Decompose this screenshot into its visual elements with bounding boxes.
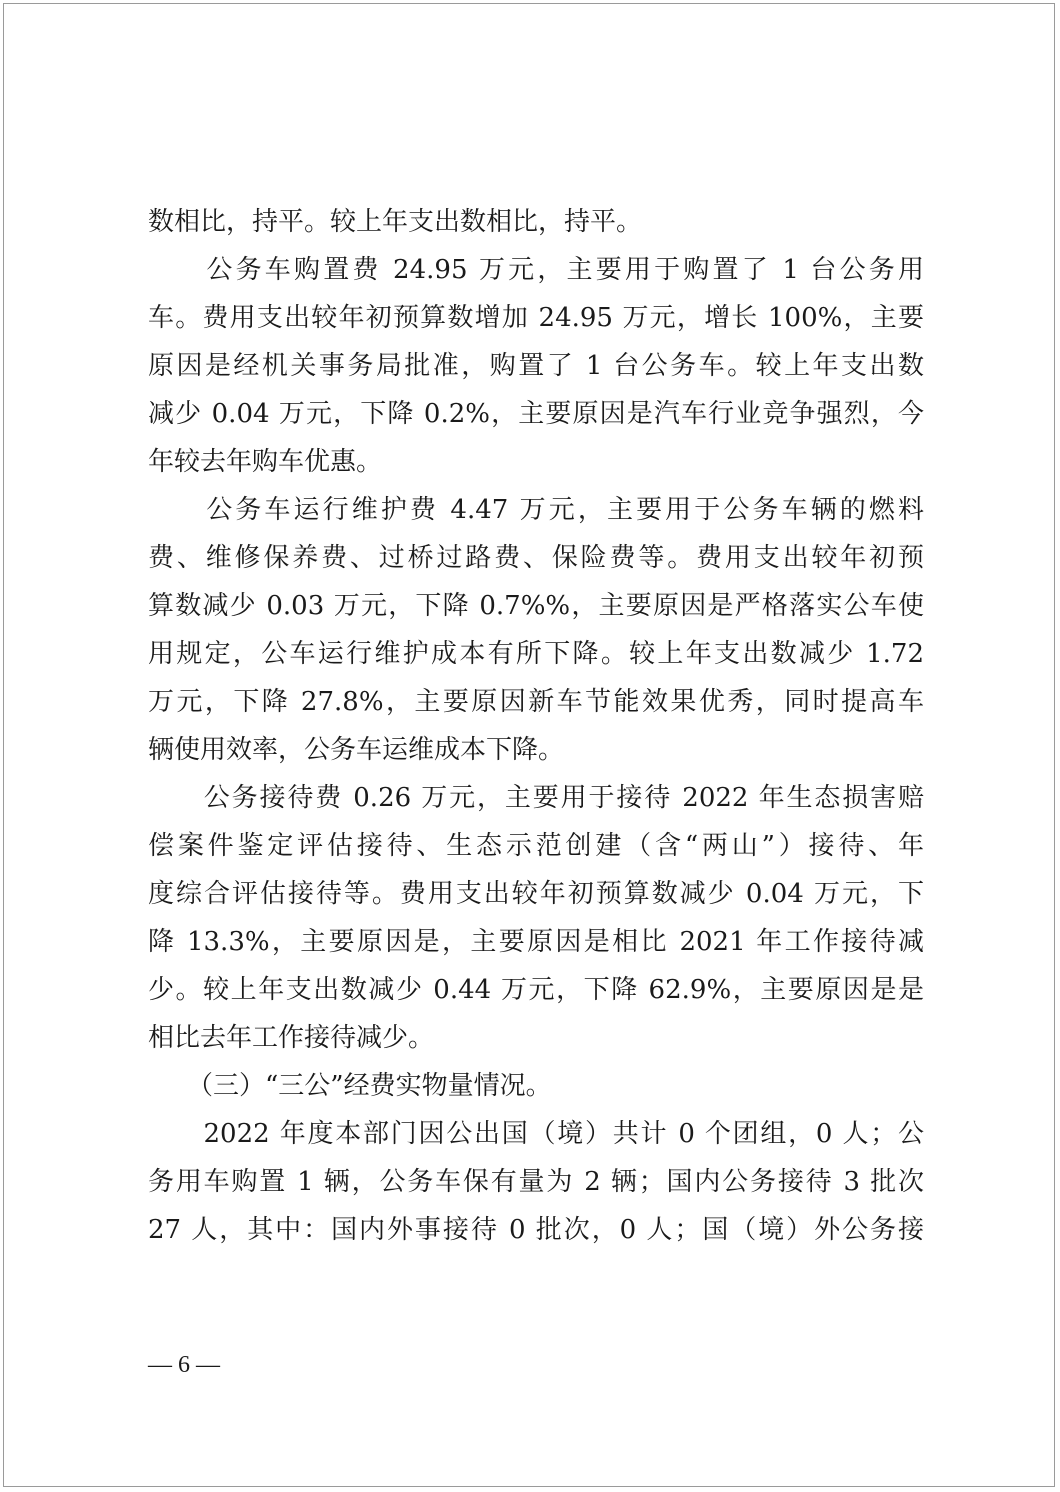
text-line-6: 年较去年购车优惠。 [148, 447, 383, 477]
page-number: — 6 — [148, 1352, 220, 1378]
text-line-18: 相比去年工作接待减少。 [148, 1023, 435, 1053]
text-line-12: 辆使用效率，公务车运维成本下降。 [148, 735, 565, 765]
text-line-8: 费、维修保养费、过桥过路费、保险费等。费用支出较年初预 [148, 543, 924, 573]
text-line-22: 27 人，其中：国内外事接待 0 批次，0 人；国（境）外公务接 [148, 1215, 924, 1245]
text-line-20: 2022 年度本部门因公出国（境）共计 0 个团组，0 人；公 [148, 1119, 924, 1149]
text-line-16: 降 13.3%，主要原因是，主要原因是相比 2021 年工作接待减 [148, 927, 924, 957]
text-line-21: 务用车购置 1 辆，公务车保有量为 2 辆；国内公务接待 3 批次 [148, 1167, 924, 1197]
text-line-9: 算数减少 0.03 万元，下降 0.7%%，主要原因是严格落实公车使 [148, 591, 924, 621]
text-line-5: 减少 0.04 万元，下降 0.2%，主要原因是汽车行业竞争强烈，今 [148, 399, 924, 429]
body-text [148, 198, 924, 1254]
section-heading: （三）“三公”经费实物量情况。 [148, 1071, 552, 1101]
text-line-13: 公务接待费 0.26 万元，主要用于接待 2022 年生态损害赔 [148, 783, 924, 813]
text-line-14: 偿案件鉴定评估接待、生态示范创建（含“两山”）接待、年 [148, 831, 924, 861]
text-line-10: 用规定，公车运行维护成本有所下降。较上年支出数减少 1.72 [148, 639, 924, 669]
text-line-7: 公务车运行维护费 4.47 万元，主要用于公务车辆的燃料 [148, 495, 924, 525]
text-line-4: 原因是经机关事务局批准，购置了 1 台公务车。较上年支出数 [148, 351, 924, 381]
text-line-11: 万元，下降 27.8%，主要原因新车节能效果优秀，同时提高车 [148, 687, 924, 717]
text-line-2: 公务车购置费 24.95 万元，主要用于购置了 1 台公务用 [148, 255, 924, 285]
text-line-17: 少。较上年支出数减少 0.44 万元，下降 62.9%，主要原因是是 [148, 975, 924, 1005]
text-line-3: 车。费用支出较年初预算数增加 24.95 万元，增长 100%，主要 [148, 303, 924, 333]
text-line-1: 数相比，持平。较上年支出数相比，持平。 [148, 207, 643, 237]
text-line-15: 度综合评估接待等。费用支出较年初预算数减少 0.04 万元，下 [148, 879, 924, 909]
